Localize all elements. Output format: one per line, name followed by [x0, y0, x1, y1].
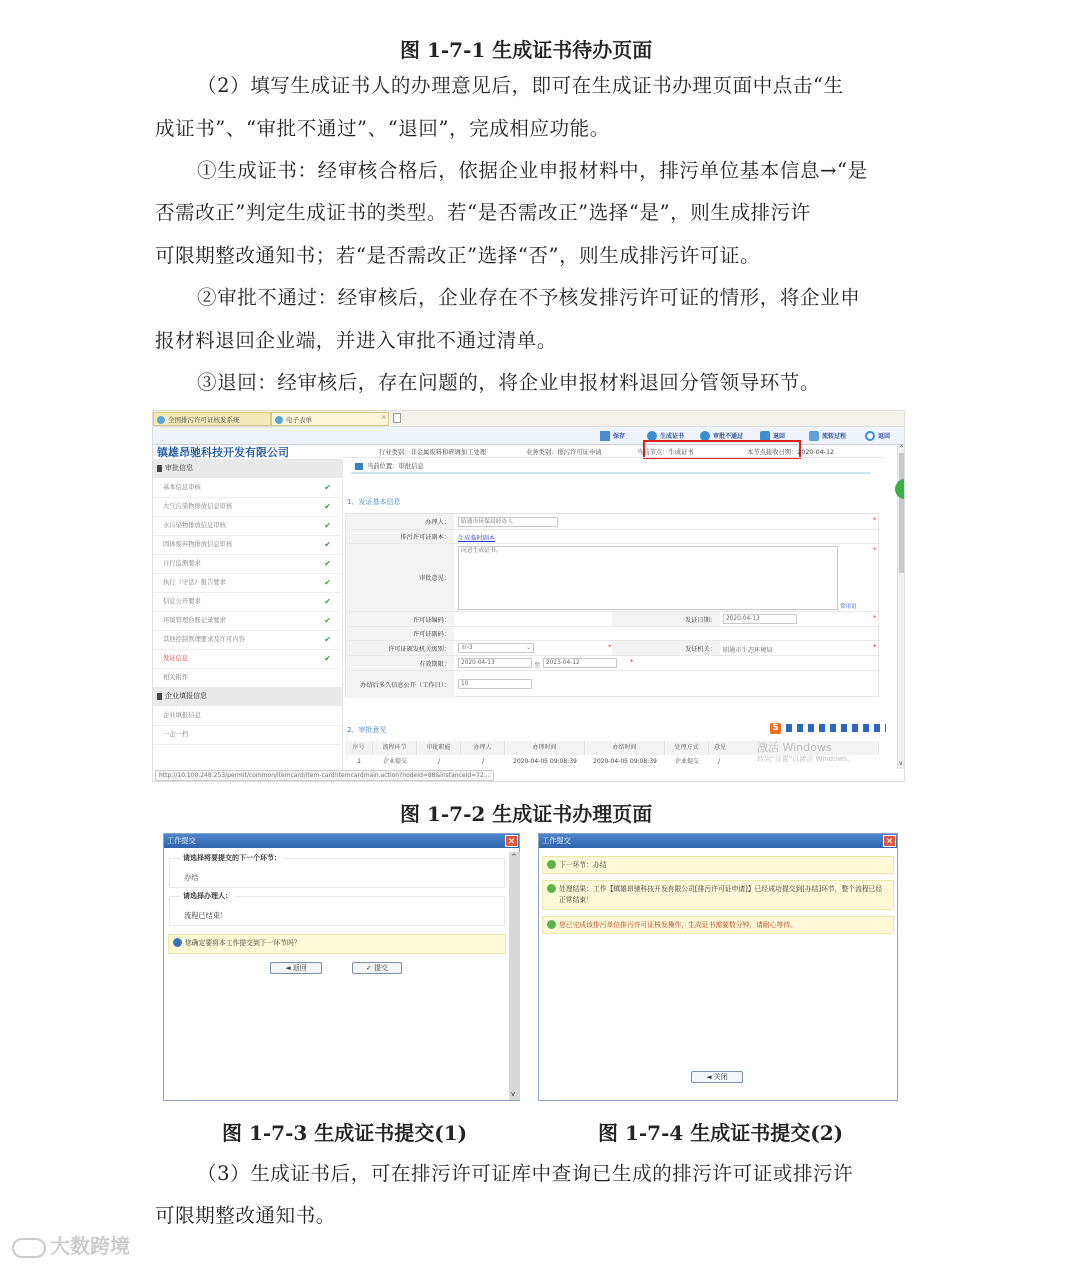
receive-date: 本节点接收日期：2020-04-12	[747, 449, 834, 456]
label: 办结后多久信息公开（工作日）：	[346, 671, 454, 698]
form-row-validity	[346, 656, 880, 671]
sidebar-item[interactable]	[153, 612, 343, 631]
label: 基本信息审核	[163, 484, 201, 491]
chevron-down-icon: ⌄	[526, 645, 531, 651]
column-header: 办理人	[461, 741, 505, 755]
close-button[interactable]: ◄ 关闭	[691, 1071, 743, 1083]
form-row-copy	[346, 530, 880, 544]
submit-button[interactable]: ✓ 提交	[352, 962, 402, 974]
label: 水污染物排放信息审核	[163, 522, 226, 529]
form-row-code	[346, 612, 880, 627]
label: 相关附件	[163, 674, 189, 681]
required-mark: *	[630, 658, 634, 666]
table-cell: 1	[357, 758, 361, 765]
close-tab-icon[interactable]: ×	[381, 413, 387, 421]
label: 退回	[773, 433, 786, 440]
paragraph-line: （2）填写生成证书人的办理意见后，即可在生成证书办理页面中点击“生	[197, 74, 844, 97]
divider	[343, 457, 883, 458]
sidebar-section-approval[interactable]	[153, 459, 343, 478]
dialog-title: 工作提交	[539, 834, 897, 848]
submit-dialog-result	[538, 833, 898, 1101]
tab-label: 电子表单	[286, 416, 312, 424]
label: 大气污染物排放信息审核	[163, 503, 233, 510]
browser-tab-bar	[153, 411, 905, 427]
dialog-title: 工作提交	[164, 834, 519, 848]
sidebar-item-active[interactable]	[153, 650, 343, 669]
paragraph-line: ②审批不通过：经审核后，企业存在不予核发排污许可证的情形，将企业申	[197, 286, 861, 309]
label: 企业填报信息	[163, 712, 201, 719]
question-icon	[173, 938, 182, 947]
info-icon	[547, 860, 556, 869]
table-cell: /	[717, 758, 721, 765]
table-cell: /	[481, 758, 485, 765]
document-icon	[157, 465, 162, 472]
info-icon	[547, 920, 556, 929]
current-node: 当前节点：生成证书	[637, 449, 694, 456]
label: 办理人：	[346, 514, 454, 529]
label: 执行（守法）报告要求	[163, 579, 226, 586]
label: 流转过程	[822, 433, 847, 440]
close-icon[interactable]: ✕	[883, 835, 896, 847]
sidebar-item[interactable]	[153, 498, 343, 517]
required-mark: *	[873, 614, 877, 622]
sidebar-item[interactable]	[153, 707, 343, 726]
activate-windows-hint: 转到“设置”以激活 Windows。	[757, 755, 854, 763]
sidebar	[153, 459, 343, 769]
legend: 请选择将要提交的下一个环节：	[180, 853, 284, 863]
confirm-message	[168, 934, 506, 954]
label: 当前位置：审批信息	[367, 463, 424, 470]
scrollbar[interactable]	[509, 852, 520, 1100]
column-header: 办理时间	[505, 741, 585, 755]
figure-caption-2: 图 1-7-2 生成证书办理页面	[400, 802, 653, 826]
location-icon	[355, 463, 363, 470]
breadcrumb	[351, 461, 871, 474]
scroll-up-icon[interactable]: ^	[511, 853, 517, 861]
label: 信息公开要求	[163, 598, 201, 605]
text: 您已完成该排污单位排污许可证核发操作，生成证书需要数分钟，请耐心等待。	[559, 921, 797, 929]
sidebar-item[interactable]	[153, 555, 343, 574]
paragraph-line: （3）生成证书后，可在排污许可证库中查询已生成的排污许可证或排污许	[197, 1162, 854, 1185]
section-title-approval: 2、审批意见	[347, 726, 387, 734]
label: 返回	[878, 433, 891, 440]
result-message	[542, 880, 894, 910]
label: 许可证颁发机关级别：	[346, 641, 454, 655]
generate-copy-link[interactable]: 生成临时副本	[458, 535, 496, 542]
table-cell: 企业提交	[382, 758, 407, 765]
label: 有效期限：	[346, 656, 454, 670]
flow-history-button[interactable]	[809, 431, 846, 442]
next-step-message	[542, 856, 894, 874]
label: 排污许可证副本：	[346, 530, 454, 543]
column-header: 处理方式	[665, 741, 709, 755]
certificate-processing-screenshot	[152, 410, 905, 782]
next-step-fieldset	[169, 854, 505, 888]
required-mark: *	[873, 546, 877, 554]
globe-icon	[157, 416, 165, 424]
paragraph-line: 可限期整改通知书。	[155, 1204, 336, 1227]
column-header: 审批职能	[417, 741, 461, 755]
figure-caption-1: 图 1-7-1 生成证书待办页面	[400, 38, 653, 62]
figure-caption-3: 图 1-7-3 生成证书提交(1)	[222, 1121, 468, 1145]
label: 生成证书	[660, 433, 685, 440]
table-cell: /	[437, 758, 441, 765]
ime-toolbar	[770, 723, 898, 735]
back-button[interactable]: ◄ 返回	[270, 962, 322, 974]
label: 企业填报信息	[165, 692, 207, 700]
ime-icons	[786, 724, 886, 732]
status-bar-url: http://10.100.248.253/permit/common/itemcard/item-card!itemcardmain.action?nodeId=88&instanceId=72...	[155, 770, 494, 781]
check-icon: ✔	[324, 597, 331, 606]
completion-message	[542, 916, 894, 934]
paragraph-line: 成证书”、“审批不通过”、“退回”，完成相应功能。	[155, 117, 610, 140]
check-icon: ✔	[324, 540, 331, 549]
valid-from-input[interactable]: 2020-04-13	[458, 658, 532, 668]
paragraph-line: 否需改正”判定生成证书的类型。若“是否需改正”选择“是”，则生成排污许	[155, 201, 811, 224]
check-icon: ✔	[324, 559, 331, 568]
scroll-down-icon[interactable]: v	[511, 1090, 516, 1098]
page-watermark	[12, 1230, 130, 1259]
valid-to-input[interactable]: 2023-04-12	[543, 658, 617, 668]
sidebar-item[interactable]	[153, 631, 343, 650]
column-header: 流程环节	[373, 741, 417, 755]
label: 其他控制管理要求及许可内容	[163, 636, 245, 643]
label: 发证信息	[163, 655, 189, 662]
sidebar-item[interactable]	[153, 536, 343, 555]
document-icon	[157, 693, 162, 700]
required-mark: *	[873, 643, 877, 651]
back-icon	[865, 431, 875, 441]
common-phrases-link[interactable]: 常用语	[840, 604, 857, 610]
check-icon: ✔	[324, 635, 331, 644]
tab-permit-system[interactable]	[153, 412, 271, 426]
level-select[interactable]	[458, 643, 534, 653]
figure-caption-4: 图 1-7-4 生成证书提交(2)	[598, 1121, 844, 1145]
legend: 请选择办理人：	[180, 891, 235, 901]
check-icon: ✔	[324, 521, 331, 530]
handler-input[interactable]: 昭通市环保局经办人	[458, 517, 558, 527]
tab-electronic-form[interactable]	[271, 412, 389, 426]
label: 许可证副码：	[346, 627, 454, 640]
issue-info-form	[345, 513, 879, 697]
sidebar-item[interactable]	[153, 479, 343, 498]
tab-label: 全国排污许可证核发系统	[168, 416, 240, 424]
activate-windows-title: 激活 Windows	[757, 741, 832, 754]
sidebar-item[interactable]	[153, 517, 343, 536]
label: 发证日期：	[612, 612, 720, 626]
form-row-subcode	[346, 627, 880, 641]
next-step-option[interactable]: 办结	[184, 873, 199, 882]
submit-dialog-confirm	[163, 833, 520, 1101]
column-header: 意见	[709, 741, 879, 755]
paragraph-line: ③退回：经审核后，存在问题的，将企业申报材料退回分管领导环节。	[197, 371, 821, 394]
toolbar	[153, 427, 905, 445]
label: 固体废弃物排放信息审核	[163, 541, 233, 548]
handler-fieldset	[169, 892, 505, 926]
sidebar-item[interactable]	[153, 726, 343, 745]
to-label: 至	[534, 662, 541, 669]
check-icon: ✔	[324, 616, 331, 625]
sidebar-section-enterprise[interactable]	[153, 687, 343, 706]
flow-icon	[809, 431, 819, 441]
authority-value: 昭通市生态环境局	[723, 647, 773, 654]
section-title-issue-info: 1、发证基本信息	[347, 498, 401, 506]
label: 保存	[613, 433, 626, 440]
public-days-input[interactable]: 10	[458, 679, 532, 689]
label: 审批不通过	[713, 433, 744, 440]
form-row-opinion	[346, 544, 880, 612]
table-cell: 企业提交	[674, 758, 699, 765]
info-icon	[547, 884, 556, 893]
label: 自行监测要求	[163, 560, 201, 567]
column-header: 序号	[345, 741, 373, 755]
new-tab-icon[interactable]	[393, 413, 401, 423]
handler-value: 流程已结束！	[184, 911, 228, 920]
sidebar-item[interactable]	[153, 593, 343, 612]
globe-icon	[275, 416, 283, 424]
selected-value: 市-3	[461, 645, 473, 651]
watermark-text: 大数跨境	[50, 1234, 130, 1258]
required-mark: *	[608, 643, 612, 651]
column-header: 办结时间	[585, 741, 665, 755]
label: 一企一档	[163, 731, 189, 738]
text: 处理结果：工作【镇雄昂驰科技开发有限公司[排污许可证申请]】已经成功提交到[办结]环节，整个流程已经正常结束！	[559, 885, 883, 904]
company-name: 镇雄昂驰科技开发有限公司	[157, 446, 289, 459]
paragraph-line: ①生成证书：经审核合格后，依据企业申报材料中，排污单位基本信息→“是	[197, 159, 868, 182]
back-button[interactable]	[865, 431, 890, 442]
check-icon: ✔	[324, 654, 331, 663]
table-cell: 2020-04-05 09:08:39	[593, 758, 657, 765]
paragraph-line: 可限期整改通知书；若“是否需改正”选择“否”，则生成排污许可证。	[155, 244, 761, 267]
check-icon: ✔	[324, 483, 331, 492]
industry-type: 行业类别：非金属废料和碎屑加工处理	[379, 449, 487, 456]
label: 环境管理台账记录要求	[163, 617, 226, 624]
save-button[interactable]	[600, 431, 625, 442]
watermark-logo-icon	[12, 1238, 46, 1258]
sidebar-item[interactable]	[153, 669, 343, 688]
check-icon: ✔	[324, 578, 331, 587]
scroll-down-icon[interactable]: v	[899, 760, 903, 767]
required-mark: *	[873, 516, 877, 524]
form-row-handler	[346, 514, 880, 530]
sogou-icon: S	[770, 723, 781, 734]
table-cell: 2020-04-05 09:08:39	[513, 758, 577, 765]
form-row-level	[346, 641, 880, 656]
text: 下一环节：办结	[559, 861, 607, 869]
label: 发证机关：	[612, 641, 720, 655]
business-type: 业务类别：排污许可证申请	[526, 449, 602, 456]
save-icon	[600, 431, 610, 441]
label: 审批意见：	[346, 544, 454, 611]
close-icon[interactable]: ✕	[505, 835, 518, 847]
sidebar-item[interactable]	[153, 574, 343, 593]
scroll-up-icon[interactable]: ^	[899, 445, 905, 452]
form-row-public	[346, 671, 880, 698]
issue-date-input[interactable]: 2020-04-13	[723, 614, 797, 624]
check-icon: ✔	[324, 502, 331, 511]
scroll-thumb[interactable]	[899, 453, 905, 573]
opinion-textarea[interactable]: 同意生成证书。	[458, 546, 838, 610]
label: 许可证编码：	[346, 612, 454, 626]
paragraph-line: 报材料退回企业端，并进入审批不通过清单。	[155, 329, 558, 352]
text: 您确定要将本工作提交到下一环节吗？	[185, 939, 301, 947]
label: 审批信息	[165, 464, 193, 472]
